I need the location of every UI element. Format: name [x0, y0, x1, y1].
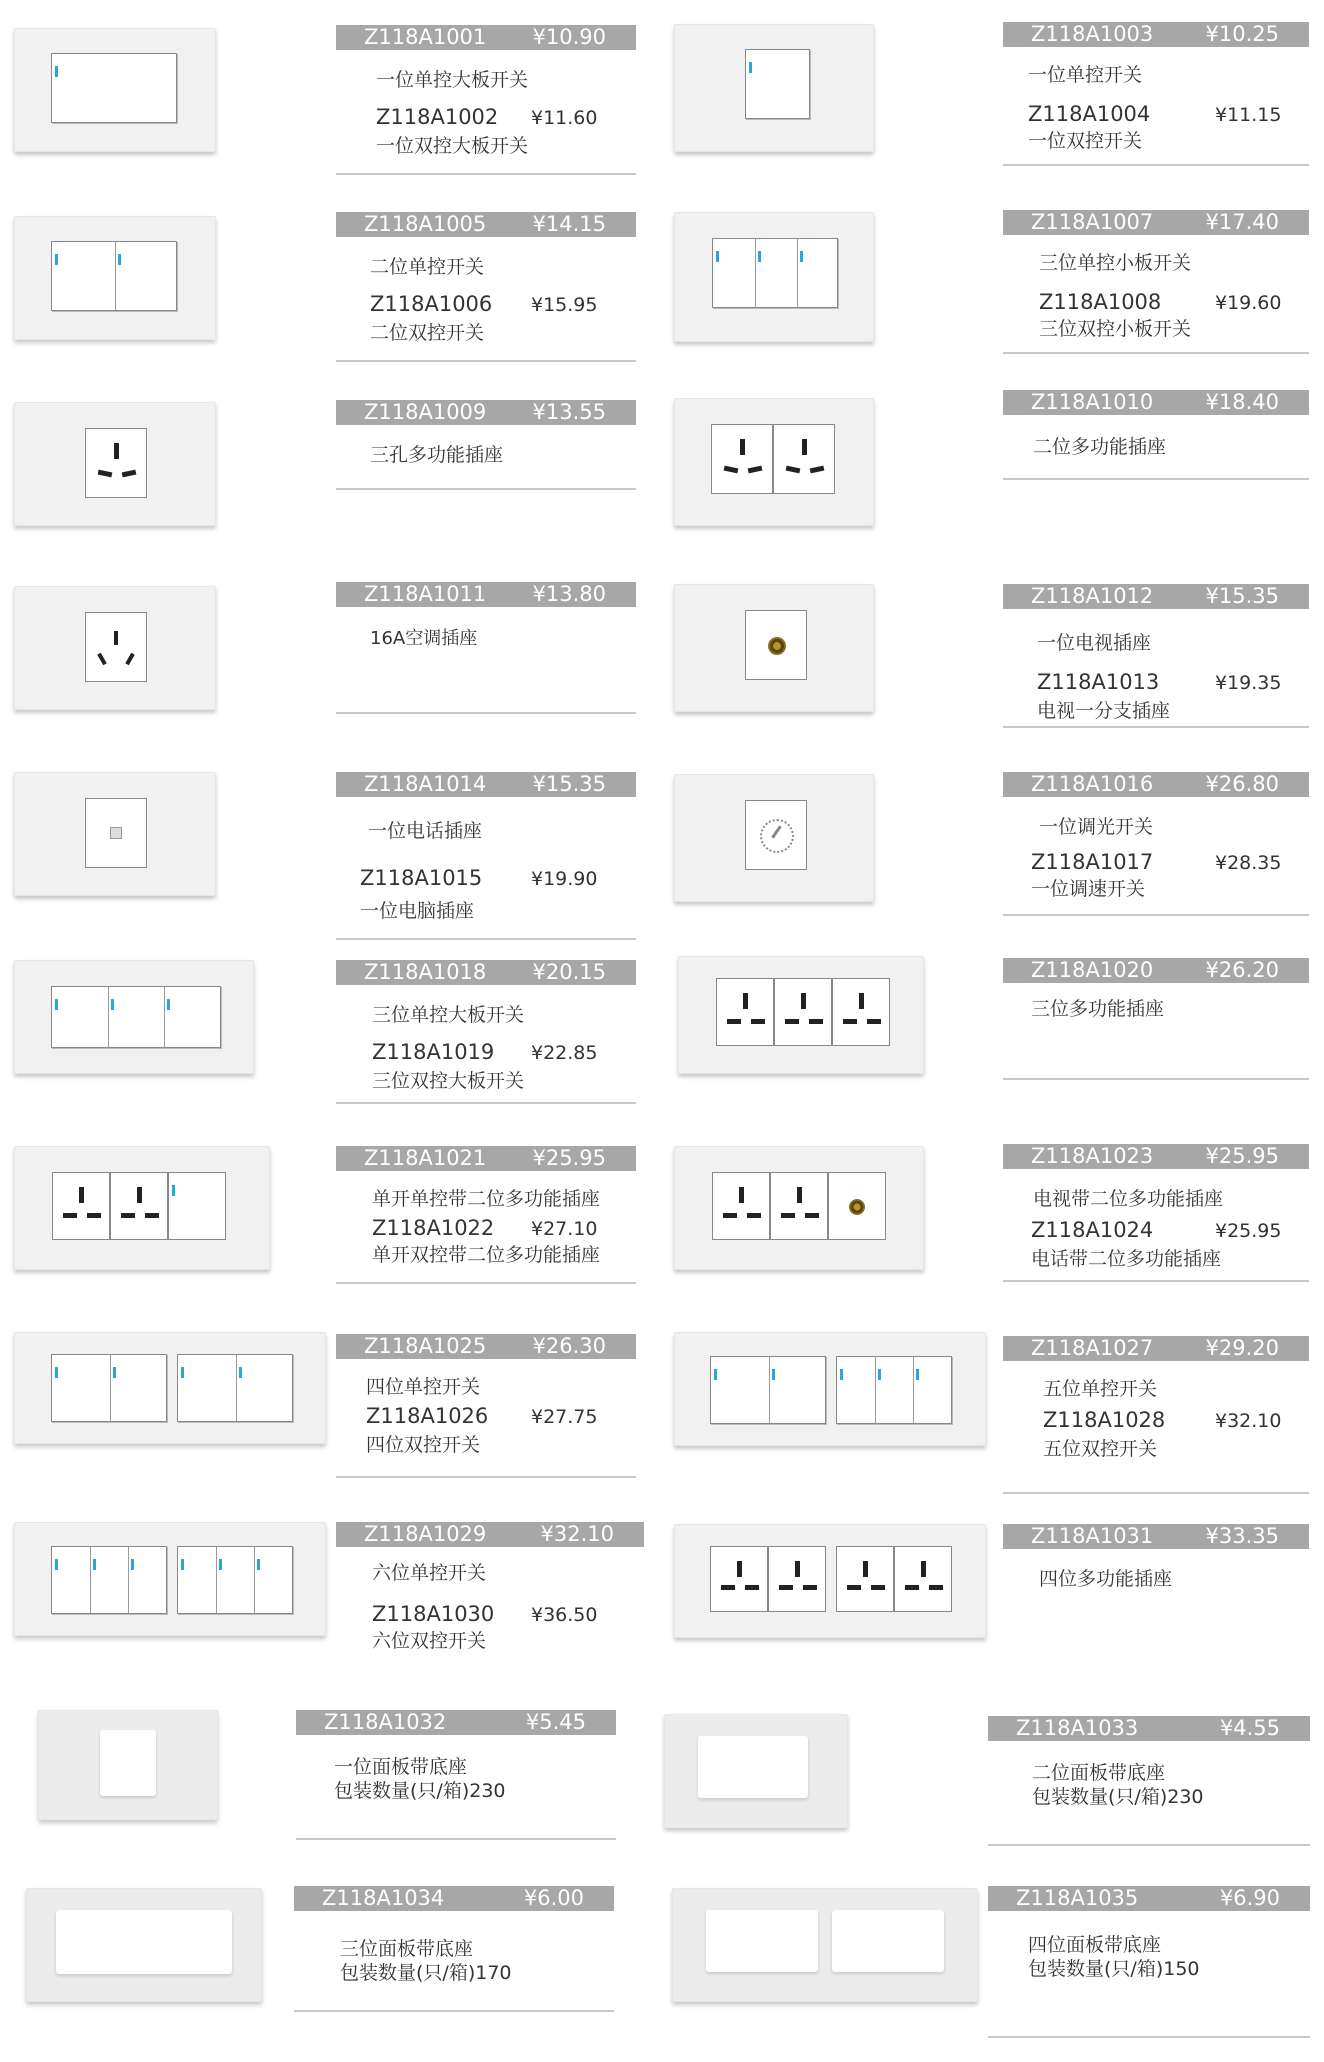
separator-line	[1003, 1280, 1309, 1282]
product-image-switch-1gang-large	[14, 28, 216, 152]
separator-line	[336, 1282, 636, 1284]
product-image-panel-3gang	[26, 1888, 262, 2002]
product-image-switch-6gang	[14, 1522, 326, 1636]
product-code-2: Z118A1022	[372, 1216, 495, 1240]
product-price: ¥29.20	[1205, 1336, 1279, 1360]
separator-line	[336, 1476, 636, 1478]
product-price: ¥33.35	[1205, 1524, 1279, 1548]
product-name: 四位多功能插座	[1039, 1568, 1173, 1590]
product-price-2: ¥25.95	[1215, 1220, 1282, 1242]
product-info-1003	[1003, 22, 1309, 170]
product-price-2: ¥11.60	[531, 107, 598, 129]
product-name-2: 一位调速开关	[1031, 878, 1146, 900]
product-price: ¥20.15	[532, 960, 606, 984]
product-name: 三位面板带底座	[340, 1938, 474, 1960]
product-price: ¥25.95	[532, 1146, 606, 1170]
product-code: Z118A1007	[1031, 210, 1154, 234]
product-code-2: Z118A1017	[1031, 850, 1154, 874]
product-name-2: 一位双控大板开关	[376, 135, 529, 157]
product-image-16a-socket	[14, 586, 216, 710]
product-info-1005	[336, 212, 636, 364]
product-price: ¥6.00	[523, 1886, 584, 1910]
product-image-dimmer-switch	[674, 774, 874, 902]
product-price: ¥18.40	[1205, 390, 1279, 414]
product-name: 三孔多功能插座	[370, 444, 504, 466]
product-price-2: ¥11.15	[1215, 104, 1282, 126]
product-image-switch-1gang-small	[674, 24, 874, 152]
product-image-phone-socket	[14, 772, 216, 896]
product-image-tv-with-2-sockets	[674, 1146, 924, 1270]
product-name: 一位单控大板开关	[376, 69, 529, 91]
product-code-2: Z118A1013	[1037, 670, 1160, 694]
product-image-switch-with-2-sockets	[14, 1146, 270, 1270]
product-pack-quantity: 包装数量(只/箱)150	[1028, 1958, 1200, 1980]
product-code-2: Z118A1019	[372, 1040, 495, 1064]
separator-line	[336, 1102, 636, 1104]
product-name-2: 五位双控开关	[1043, 1438, 1158, 1460]
product-image-switch-5gang	[674, 1332, 986, 1446]
product-code: Z118A1035	[1016, 1886, 1139, 1910]
product-image-panel-4gang	[672, 1888, 978, 2002]
product-info-1033	[988, 1716, 1310, 1848]
product-image-switch-3gang-small	[674, 212, 874, 342]
product-code: Z118A1021	[364, 1146, 487, 1170]
product-info-1011	[336, 582, 636, 716]
product-info-1029	[336, 1522, 644, 1652]
separator-line	[988, 1844, 1310, 1846]
product-name: 一位电话插座	[368, 820, 483, 842]
product-pack-quantity: 包装数量(只/箱)230	[334, 1780, 506, 1802]
product-name-2: 电话带二位多功能插座	[1031, 1248, 1222, 1270]
product-code: Z118A1011	[364, 582, 487, 606]
product-info-1031	[1003, 1524, 1309, 1604]
product-info-1023	[1003, 1144, 1309, 1284]
separator-line	[1003, 1492, 1309, 1494]
product-price: ¥15.35	[1205, 584, 1279, 608]
product-price-2: ¥32.10	[1215, 1410, 1282, 1432]
product-name: 六位单控开关	[372, 1562, 487, 1584]
separator-line	[1003, 478, 1309, 480]
product-code-2: Z118A1026	[366, 1404, 489, 1428]
separator-line	[336, 488, 636, 490]
product-code: Z118A1033	[1016, 1716, 1139, 1740]
product-price: ¥26.30	[532, 1334, 606, 1358]
product-code: Z118A1034	[322, 1886, 445, 1910]
product-info-1035	[988, 1886, 1310, 2040]
product-price-2: ¥27.10	[531, 1218, 598, 1240]
separator-line	[988, 2036, 1310, 2038]
product-image-socket-4gang	[674, 1524, 986, 1638]
product-code: Z118A1012	[1031, 584, 1154, 608]
separator-line	[296, 1838, 616, 1840]
product-price: ¥15.35	[532, 772, 606, 796]
product-info-1018	[336, 960, 636, 1106]
product-name: 电视带二位多功能插座	[1033, 1188, 1224, 1210]
product-image-socket-2gang	[674, 398, 874, 526]
product-name: 五位单控开关	[1043, 1378, 1158, 1400]
product-code: Z118A1001	[364, 25, 487, 49]
product-name: 三位多功能插座	[1031, 998, 1165, 1020]
separator-line	[1003, 914, 1309, 916]
product-code: Z118A1009	[364, 400, 487, 424]
product-code-2: Z118A1002	[376, 105, 499, 129]
separator-line	[336, 360, 636, 362]
product-price: ¥13.80	[532, 582, 606, 606]
product-image-tv-socket	[674, 584, 874, 712]
product-image-panel-1gang	[38, 1710, 218, 1820]
product-code-2: Z118A1030	[372, 1602, 495, 1626]
product-price-2: ¥22.85	[531, 1042, 598, 1064]
separator-line	[1003, 352, 1309, 354]
product-code: Z118A1031	[1031, 1524, 1154, 1548]
product-name: 单开单控带二位多功能插座	[372, 1188, 601, 1210]
product-code: Z118A1003	[1031, 22, 1154, 46]
product-code-2: Z118A1015	[360, 866, 483, 890]
product-price: ¥6.90	[1219, 1886, 1280, 1910]
product-info-1020	[1003, 958, 1309, 1084]
product-code: Z118A1016	[1031, 772, 1154, 796]
product-price-2: ¥19.90	[531, 868, 598, 890]
product-name: 四位面板带底座	[1028, 1934, 1162, 1956]
separator-line	[336, 173, 636, 175]
product-name: 三位单控小板开关	[1039, 252, 1192, 274]
product-code: Z118A1027	[1031, 1336, 1154, 1360]
separator-line	[1003, 164, 1309, 166]
product-code-2: Z118A1028	[1043, 1408, 1166, 1432]
product-name-2: 三位双控小板开关	[1039, 318, 1192, 340]
product-price-2: ¥28.35	[1215, 852, 1282, 874]
product-name-2: 一位双控开关	[1028, 130, 1143, 152]
product-code: Z118A1032	[324, 1710, 447, 1734]
product-name-2: 四位双控开关	[366, 1434, 481, 1456]
product-name: 二位多功能插座	[1033, 436, 1167, 458]
product-price: ¥25.95	[1205, 1144, 1279, 1168]
product-code-2: Z118A1006	[370, 292, 493, 316]
product-code-2: Z118A1008	[1039, 290, 1162, 314]
product-name: 三位单控大板开关	[372, 1004, 525, 1026]
product-price: ¥26.20	[1205, 958, 1279, 982]
product-name-2: 一位电脑插座	[360, 900, 475, 922]
product-code-2: Z118A1004	[1028, 102, 1151, 126]
product-name: 一位面板带底座	[334, 1756, 468, 1778]
product-info-1034	[294, 1886, 614, 2014]
product-info-1016	[1003, 772, 1309, 918]
product-name-2: 六位双控开关	[372, 1630, 487, 1652]
product-name: 16A空调插座	[370, 628, 478, 649]
separator-line	[1003, 1078, 1309, 1080]
product-price: ¥10.25	[1205, 22, 1279, 46]
product-name-2: 二位双控开关	[370, 322, 485, 344]
product-price: ¥13.55	[532, 400, 606, 424]
product-code: Z118A1020	[1031, 958, 1154, 982]
product-info-1032	[296, 1710, 616, 1842]
product-name: 二位单控开关	[370, 256, 485, 278]
product-pack-quantity: 包装数量(只/箱)170	[340, 1962, 512, 1984]
product-code: Z118A1029	[364, 1522, 487, 1546]
product-code: Z118A1023	[1031, 1144, 1154, 1168]
product-code: Z118A1005	[364, 212, 487, 236]
product-name-2: 单开双控带二位多功能插座	[372, 1244, 601, 1266]
product-image-switch-4gang	[14, 1332, 326, 1444]
product-info-1014	[336, 772, 636, 942]
product-code: Z118A1018	[364, 960, 487, 984]
product-info-1021	[336, 1146, 636, 1286]
product-code: Z118A1010	[1031, 390, 1154, 414]
product-info-1001	[336, 25, 636, 177]
product-info-1027	[1003, 1336, 1309, 1496]
product-price: ¥10.90	[532, 25, 606, 49]
product-price: ¥32.10	[540, 1522, 614, 1546]
separator-line	[336, 938, 636, 940]
product-price-2: ¥15.95	[531, 294, 598, 316]
product-price-2: ¥36.50	[531, 1604, 598, 1626]
product-name: 一位调光开关	[1039, 816, 1154, 838]
separator-line	[336, 712, 636, 714]
product-code: Z118A1025	[364, 1334, 487, 1358]
product-price-2: ¥19.60	[1215, 292, 1282, 314]
product-name-2: 三位双控大板开关	[372, 1070, 525, 1092]
product-price: ¥14.15	[532, 212, 606, 236]
product-name: 四位单控开关	[366, 1376, 481, 1398]
product-name: 二位面板带底座	[1032, 1762, 1166, 1784]
product-price: ¥4.55	[1219, 1716, 1280, 1740]
product-price-2: ¥19.35	[1215, 672, 1282, 694]
product-info-1010	[1003, 390, 1309, 482]
product-info-1025	[336, 1334, 636, 1480]
product-price: ¥17.40	[1205, 210, 1279, 234]
product-info-1009	[336, 400, 636, 492]
product-image-socket-3gang	[678, 956, 924, 1074]
product-name: 一位单控开关	[1028, 64, 1143, 86]
product-pack-quantity: 包装数量(只/箱)230	[1032, 1786, 1204, 1808]
product-name-2: 电视一分支插座	[1037, 700, 1171, 722]
product-image-panel-2gang	[664, 1714, 848, 1828]
product-header-bar	[336, 25, 636, 50]
product-code-2: Z118A1024	[1031, 1218, 1154, 1242]
product-info-1012	[1003, 584, 1309, 730]
product-image-switch-2gang	[14, 216, 216, 340]
product-price: ¥5.45	[525, 1710, 586, 1734]
product-name: 一位电视插座	[1037, 632, 1152, 654]
separator-line	[1003, 726, 1309, 728]
product-code: Z118A1014	[364, 772, 487, 796]
separator-line	[294, 2010, 614, 2012]
product-price-2: ¥27.75	[531, 1406, 598, 1428]
product-image-switch-3gang-large	[14, 960, 254, 1074]
product-price: ¥26.80	[1205, 772, 1279, 796]
product-info-1007	[1003, 210, 1309, 358]
product-image-socket-1gang	[14, 402, 216, 526]
